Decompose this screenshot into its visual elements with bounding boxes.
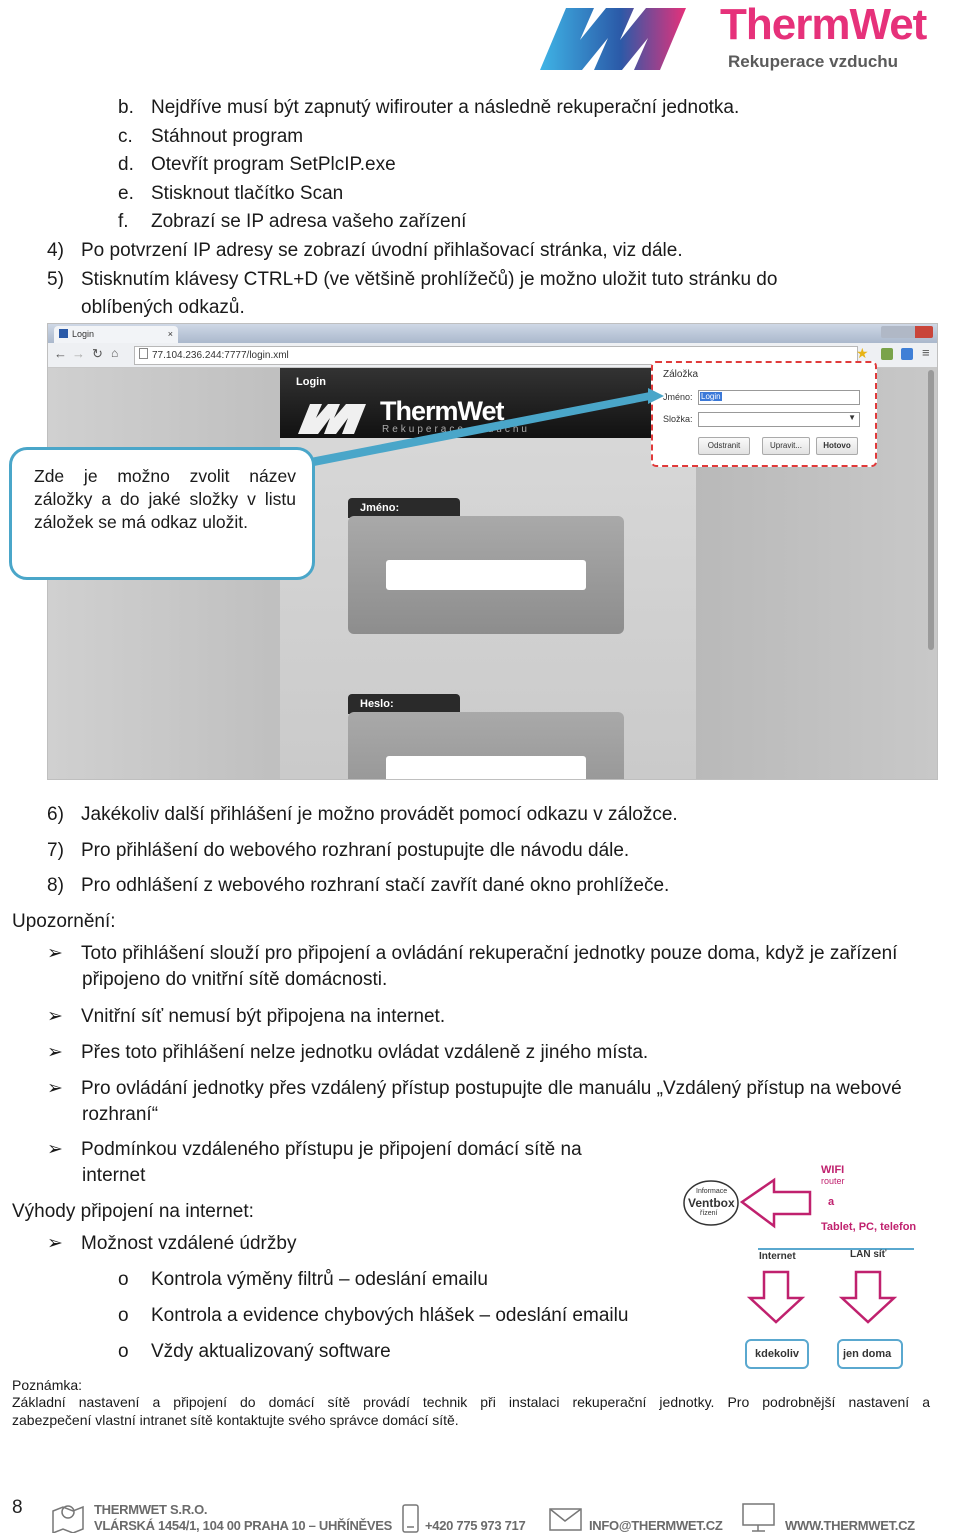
warning-bullet: Podmínkou vzdáleného přístupu je připojení domácí sítě na [81,1139,582,1160]
login-logo-sub: Rekuperace vzduchu [382,424,530,435]
diagram-anywhere: kdekoliv [755,1348,800,1360]
diagram-lan: LAN síť [850,1249,887,1260]
network-diagram [680,1160,920,1375]
diagram-info-bot: řízení [700,1210,718,1217]
step-text: Po potvrzení IP adresy se zobrazí úvodní přihlašovací stránka, viz dále. [81,240,683,261]
footer-web: WWW.THERMWET.CZ [785,1518,915,1533]
bookmark-name-label: Jméno: [663,392,693,402]
advantages-sub: Kontrola výměny filtrů – odeslání emailu [151,1269,488,1290]
step-text: Jakékoliv další přihlášení je možno provádět pomocí odkazu v záložce. [81,804,678,825]
password-label: Heslo: [360,698,394,710]
bullet-arrow-icon: ➢ [47,1139,63,1160]
substep-text: Stisknout tlačítko Scan [151,183,344,204]
bullet-arrow-icon: ➢ [47,1233,63,1254]
bullet-arrow-icon: ➢ [47,1078,63,1099]
warning-bullet: Pro ovládání jednotky přes vzdálený přístup postupujte dle manuálu „Vzdálený přístup na webové [81,1078,902,1099]
warning-heading: Upozornění: [12,911,116,932]
bullet-arrow-icon: ➢ [47,1042,63,1063]
bookmark-remove-button[interactable]: Odstranit [698,437,750,455]
password-field-box [348,712,624,780]
tab-close-icon: × [167,329,173,339]
diagram-info-top: Informace [696,1188,728,1195]
login-logo-text: ThermWet [380,396,504,426]
step-text: Stisknutím klávesy CTRL+D (ve většině prohlížečů) je možno uložit tuto stránku do [81,269,778,290]
note-heading: Poznámka: [12,1377,83,1393]
back-icon: ← [54,346,67,361]
substep-marker: c. [118,126,133,147]
step-text: oblíbených odkazů. [81,297,245,318]
substep-marker: f. [118,211,129,232]
advantages-sub: Kontrola a evidence chybových hlášek – odeslání emailu [151,1305,629,1326]
sub-bullet-icon: o [118,1269,129,1290]
bookmark-done-button[interactable]: Hotovo [816,437,858,455]
advantages-sub: Vždy aktualizovaný software [151,1341,391,1362]
monitor-icon [742,1503,776,1533]
substep-text: Otevřít program SetPlcIP.exe [151,154,396,175]
home-icon: ⌂ [111,346,119,360]
map-icon [51,1501,87,1533]
warning-bullet: Vnitřní síť nemusí být připojena na internet. [81,1006,446,1027]
footer-email: INFO@THERMWET.CZ [589,1518,723,1533]
callout-text: Zde je možno zvolit název záložky a do jaké složky v listu záložek se má odkaz uložit. [34,466,296,532]
substep-text: Nejdříve musí být zapnutý wifirouter a následně rekuperační jednotka. [151,97,740,118]
bookmark-title: Záložka [663,369,699,380]
note-text: zabezpečení vlastní intranet sítě kontaktujte svého správce domácí sítě. [12,1412,459,1428]
reload-icon: ↻ [92,346,103,361]
login-title: Login [296,376,326,388]
sub-bullet-icon: o [118,1341,129,1362]
sub-bullet-icon: o [118,1305,129,1326]
bullet-arrow-icon: ➢ [47,943,63,964]
chevron-down-icon: ▼ [848,413,856,422]
footer-address: VLÁRSKÁ 1454/1, 104 00 PRAHA 10 – UHŘÍNĚVES [94,1518,393,1533]
name-label: Jméno: [360,502,400,514]
diagram-internet: Internet [759,1251,796,1262]
footer-phone: +420 775 973 717 [425,1518,526,1533]
warning-bullet: připojeno do vnitřní sítě domácnosti. [82,969,388,990]
password-field-tab [348,694,460,714]
warning-bullet: Toto přihlášení slouží pro připojení a ovládání rekuperační jednotky pouze doma, když je zařízení [81,943,898,964]
warning-bullet: Přes toto přihlášení nelze jednotku ovládat vzdáleně z jiného místa. [81,1042,649,1063]
step-text: Pro odhlášení z webového rozhraní stačí zavřít dané okno prohlížeče. [81,875,670,896]
advantages-bullet: Možnost vzdálené údržby [81,1233,297,1254]
brand-tagline: Rekuperace vzduchu [728,52,899,71]
email-icon [549,1506,583,1532]
page-number: 8 [12,1497,23,1518]
step-marker: 6) [47,804,64,825]
diagram-info-mid: Ventbox [688,1196,735,1210]
substep-marker: e. [118,183,134,204]
diagram-router: router [821,1176,845,1186]
advantages-heading: Výhody připojení na internet: [12,1201,254,1222]
bookmark-edit-button[interactable]: Upravit... [762,437,810,455]
substep-marker: d. [118,154,134,175]
bookmark-name-value: Login [701,392,721,401]
bookmark-folder-label: Složka: [663,414,693,424]
diagram-and: a [828,1196,835,1208]
step-text: Pro přihlášení do webového rozhraní postupujte dle návodu dále. [81,840,630,861]
tab-label: Login [72,329,95,339]
url-text: 77.104.236.244:7777/login.xml [152,350,289,361]
warning-bullet: internet [82,1165,146,1186]
diagram-wifi: WIFI [821,1164,845,1176]
footer-company: THERMWET S.R.O. [94,1502,208,1517]
step-marker: 5) [47,269,64,290]
phone-icon [401,1504,421,1534]
password-input[interactable] [386,756,586,780]
diagram-devices: Tablet, PC, telefon [821,1221,917,1233]
substep-text: Zobrazí se IP adresa vašeho zařízení [151,211,467,232]
step-marker: 4) [47,240,64,261]
step-marker: 8) [47,875,64,896]
star-icon: ★ [856,345,869,361]
diagram-home: jen doma [843,1348,892,1360]
substep-text: Stáhnout program [151,126,304,147]
brand-name: ThermWet [720,0,927,49]
callout-box [9,447,315,580]
menu-icon: ≡ [922,345,930,360]
forward-icon: → [72,346,85,361]
step-marker: 7) [47,840,64,861]
note-text: Základní nastavení a připojení do domácí sítě provádí technik při instalaci rekuperační jednotky. Pro podrobnější nastavení a [12,1394,930,1410]
substep-marker: b. [118,97,134,118]
warning-bullet: rozhraní“ [82,1104,159,1125]
bullet-arrow-icon: ➢ [47,1006,63,1027]
